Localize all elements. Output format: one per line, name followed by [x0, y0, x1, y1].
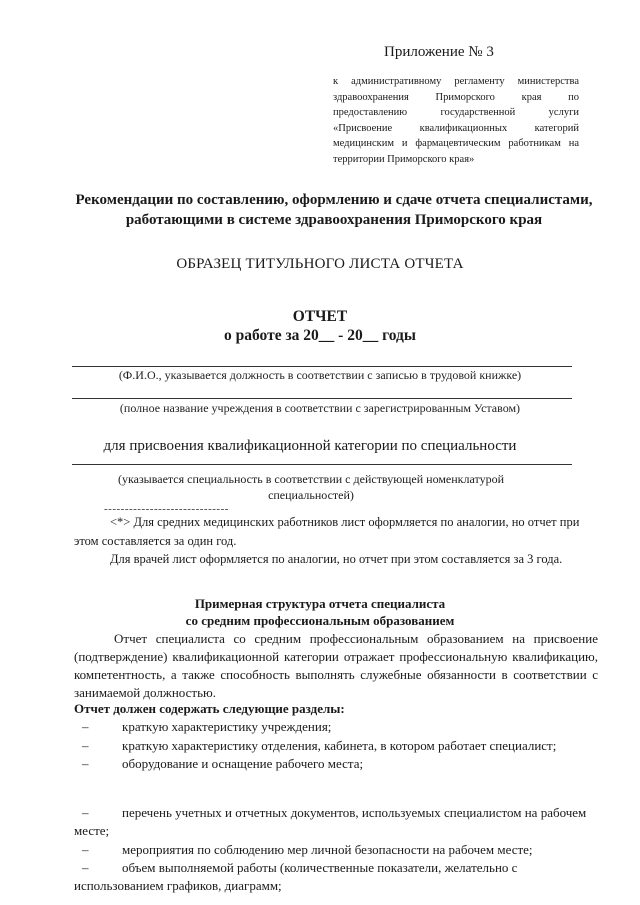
- specialty-caption: [96, 471, 526, 503]
- list-item-continuation: месте;: [74, 823, 110, 838]
- structure-title-line: со средним профессиональным образованием: [185, 613, 455, 628]
- bullet-dash: –: [82, 860, 89, 875]
- list-item: краткую характеристику отделения, кабинета, в котором работает специалист;: [122, 738, 557, 753]
- list-item-continuation: использованием графиков, диаграмм;: [74, 878, 282, 893]
- regulation-line: предоставлению государственной услуги: [333, 107, 579, 118]
- footnote-line: Для врачей лист оформляется по аналогии, но отчет при этом составляется за 3 года.: [110, 552, 563, 566]
- structure-title-line: Примерная структура отчета специалиста: [194, 596, 446, 611]
- assignment-text: для присвоения квалификационной категории по специальности: [103, 438, 517, 454]
- regulation-line: медицинским и фармацевтическим работникам на: [333, 138, 579, 149]
- report-title: ОТЧЕТ: [292, 308, 348, 325]
- structure-title: [0, 595, 640, 629]
- intro-line: Отчет специалиста со средним профессиональным образованием на присвоение: [114, 631, 598, 646]
- institution-caption: (полное название учреждения в соответствии с зарегистрированным Уставом): [119, 401, 521, 415]
- footnote-separator: ------------------------------: [104, 503, 229, 515]
- specialty-caption-line: (указывается специальность в соответствии с действующей номенклатурой: [117, 472, 505, 486]
- list-item: объем выполняемой работы (количественные показатели, желательно с: [122, 860, 518, 875]
- regulation-line: к административному регламенту министерства: [333, 76, 579, 87]
- bullet-dash: –: [82, 719, 89, 734]
- appendix-title: Приложение № 3: [384, 44, 494, 60]
- institution-fill-line: [72, 398, 572, 399]
- intro-line: компетентность, а также способность выполнять служебные обязанности в соответствии с: [74, 667, 598, 682]
- intro-line: (подтверждение) квалификационной категории отражает профессиональную квалификацию,: [74, 649, 598, 664]
- fio-fill-line: [72, 366, 572, 367]
- list-item: мероприятия по соблюдению мер личной безопасности на рабочем месте;: [122, 842, 533, 857]
- specialty-fill-line: [72, 464, 572, 465]
- sample-title: ОБРАЗЕЦ ТИТУЛЬНОГО ЛИСТА ОТЧЕТА: [176, 256, 464, 272]
- regulation-line: здравоохранения Приморского края по: [333, 91, 579, 103]
- regulation-line: территории Приморского края»: [333, 153, 475, 165]
- bullet-dash: –: [82, 842, 89, 857]
- report-subtitle: о работе за 20__ - 20__ годы: [224, 327, 416, 344]
- fio-caption: (Ф.И.О., указывается должность в соответствии с записью в трудовой книжке): [118, 368, 522, 382]
- list-item: перечень учетных и отчетных документов, используемых специалистом на рабочем: [122, 805, 587, 820]
- footnote-line: этом составляется за один год.: [74, 534, 237, 548]
- list-item: оборудование и оснащение рабочего места;: [122, 756, 364, 771]
- recommendations-title: Рекомендации по составлению, оформлению и сдаче отчета специалистами, работающими в системе здравоохранения Приморского края: [75, 192, 593, 228]
- sections-heading: Отчет должен содержать следующие разделы:: [74, 701, 345, 716]
- bullet-dash: –: [82, 738, 89, 753]
- regulation-reference: [333, 74, 579, 167]
- intro-line: занимаемой должностью.: [74, 685, 216, 700]
- specialty-caption-line: специальностей): [268, 488, 354, 502]
- intro-paragraph: [74, 630, 598, 702]
- footnote-line: <*> Для средних медицинских работников лист оформляется по аналогии, но отчет при: [110, 515, 580, 529]
- bullet-dash: –: [82, 805, 89, 820]
- list-item: краткую характеристику учреждения;: [122, 719, 332, 734]
- bullet-dash: –: [82, 756, 89, 771]
- regulation-line: «Присвоение квалификационных категорий: [333, 122, 579, 134]
